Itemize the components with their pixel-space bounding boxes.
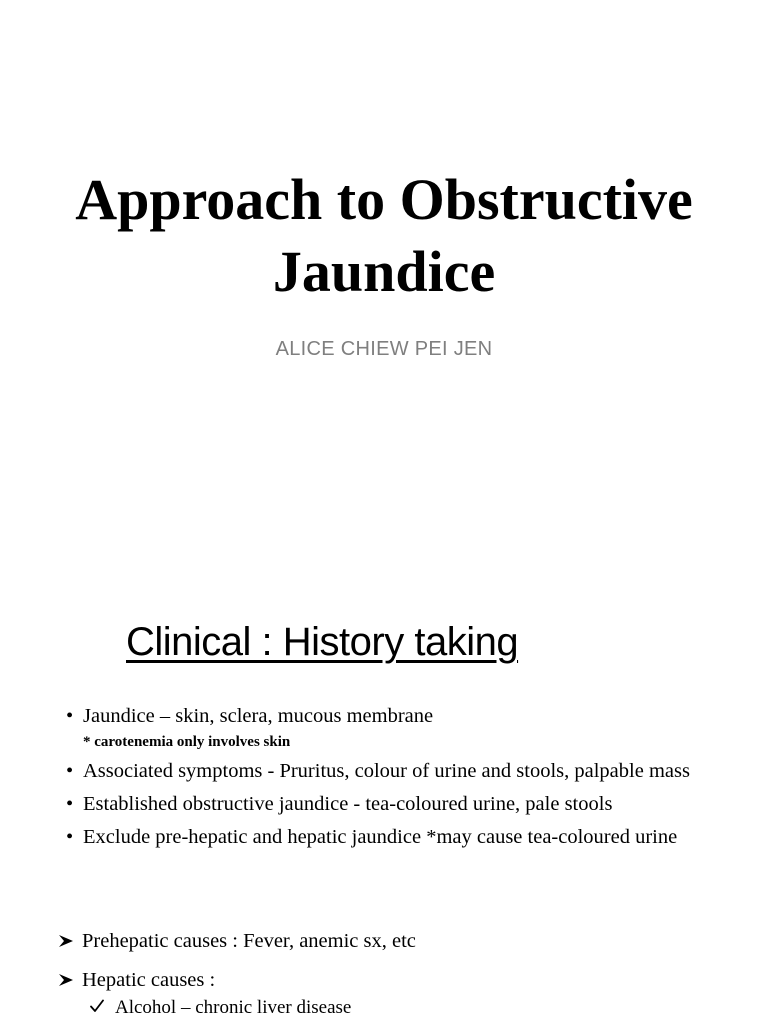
presentation-title [30, 164, 738, 308]
arrow-bullet-icon [58, 973, 74, 987]
bullet-dot: • [66, 826, 74, 848]
note-item [66, 733, 726, 751]
list-item [58, 968, 416, 992]
bullet-dot: • [66, 760, 74, 782]
list-item [66, 825, 726, 849]
bullet-dot: • [66, 705, 74, 727]
note-text: * carotenemia only involves skin [83, 734, 291, 750]
causes-list [58, 929, 416, 1007]
title-line-2: Jaundice [272, 239, 496, 304]
bullet-list [66, 704, 726, 858]
bullet-text: Established obstructive jaundice - tea-coloured urine, pale stools [83, 793, 613, 815]
list-item [66, 759, 726, 783]
check-icon [90, 999, 104, 1013]
list-item [90, 997, 351, 1019]
cause-text: Hepatic causes : [82, 969, 216, 991]
bullet-text: Associated symptoms - Pruritus, colour of urine and stools, palpable mass [83, 760, 690, 782]
cause-text: Prehepatic causes : Fever, anemic sx, etc [82, 930, 416, 952]
bullet-text: Jaundice – skin, sclera, mucous membrane [83, 705, 434, 727]
arrow-bullet-icon [58, 934, 74, 948]
history-taking-slide [0, 576, 768, 1024]
list-item [66, 704, 726, 728]
bullet-text: Exclude pre-hepatic and hepatic jaundice *may cause tea-coloured urine [83, 826, 678, 848]
slide-heading: Clinical : History taking [126, 620, 519, 664]
hepatic-subitems-list [90, 997, 351, 1019]
list-item [58, 929, 416, 953]
title-line-1: Approach to Obstructive [75, 167, 693, 232]
author-name: ALICE CHIEW PEI JEN [275, 338, 493, 360]
list-item [66, 792, 726, 816]
bullet-dot: • [66, 793, 74, 815]
subitem-text: Alcohol – chronic liver disease [115, 997, 352, 1018]
